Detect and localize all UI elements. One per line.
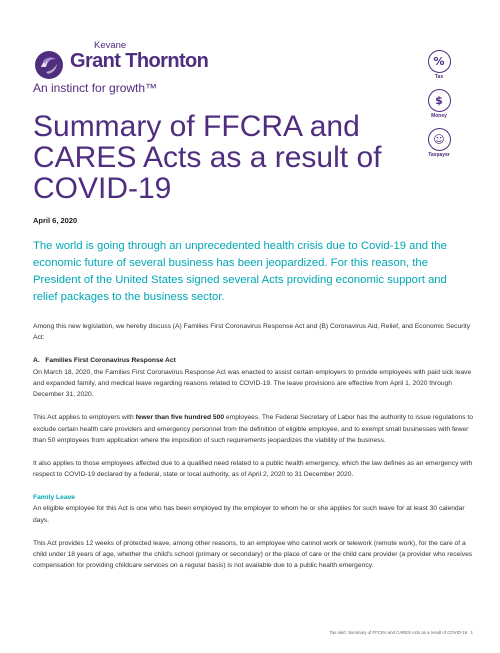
logo-wordmark: Grant Thornton xyxy=(70,50,209,72)
logo-kevane-text: Kevane xyxy=(94,40,127,51)
percent-icon: % xyxy=(428,50,451,73)
money-badge xyxy=(424,89,454,119)
dollar-icon: $ xyxy=(428,89,451,112)
money-label: Money xyxy=(431,113,447,119)
tax-badge xyxy=(424,50,454,80)
p2-emphasis: fewer than five hundred 500 xyxy=(135,414,225,422)
section-a-paragraph-1: On March 18, 2020, the Families First Coronavirus Response Act was enacted to assist certain employers to provide employees with paid sick leave and expanded family, and medical leave regarding reasons related to COVID-19. The leave provisions are effective from April 1, 2020 through December 31, 2020. xyxy=(33,368,472,399)
page-footer: Tax alert: Summary of FFCRA and CARES Acts as a result of COVID-19 1 xyxy=(329,630,473,635)
p2-text-after: employees. The Federal Secretary of Labor has the authority to issue regulations to exclude certain health care providers and emergency personnel from the definition of eligible employee, and to exempt small businesses with fewer than 50 employees from application where the imposition of such requirements jeopardizes the viability of the business. xyxy=(33,414,473,445)
person-icon: ☺ xyxy=(428,128,451,151)
family-leave-paragraph-2: This Act provides 12 weeks of protected leave, among other reasons, to an employee who cannot work or telework (remote work), for the care of a child under 18 years of age, whether the child's school (primary or secondary) or the place of care or the child care provider (a provider who receives compensation for providing childcare services on a regular basis) is not available due to a public health emergency. xyxy=(33,539,473,570)
p2-text-before: This Act applies to employers with xyxy=(33,414,136,422)
document-title: Summary of FFCRA and CARES Acts as a result of COVID-19 xyxy=(33,110,382,205)
side-icon-list xyxy=(424,50,454,167)
lead-paragraph: The world is going through an unprecedented health crisis due to Covid-19 and the economic future of several business has been jeopardized. For this reason, the President of the United States signed several Acts providing economic support and relief packages to the business sector. xyxy=(33,240,447,303)
logo-swirl-icon xyxy=(34,50,64,80)
tax-label: Tax xyxy=(434,74,444,80)
document-date: April 6, 2020 xyxy=(33,216,78,225)
family-leave-paragraph-1: An eligible employee for this Act is one who has been employed by the employer to whom he or she applies for such leave for at least 30 calendar days. xyxy=(33,505,465,524)
section-a-paragraph-2 xyxy=(33,412,473,446)
taxpayer-badge xyxy=(424,128,454,158)
family-leave-heading: Family Leave xyxy=(33,494,76,502)
section-a-paragraph-3: It also applies to those employees affected due to a qualified need related to a public health emergency, which the law defines as an emergency with respect to COVID-19 declared by a federal, state or local authority, as of April 2, 2020 to 31 December 2020. xyxy=(33,459,473,479)
intro-paragraph: Among this new legislation, we hereby discuss (A) Families First Coronavirus Response Act and (B) Coronavirus Aid, Relief, and Economic Security Act: xyxy=(33,323,471,342)
document-body xyxy=(33,321,473,572)
section-a-heading: A. Families First Coronavirus Response Act xyxy=(33,357,176,365)
brand-tagline: An instinct for growth™ xyxy=(33,81,158,95)
taxpayer-label: Taxpayer xyxy=(428,152,450,158)
